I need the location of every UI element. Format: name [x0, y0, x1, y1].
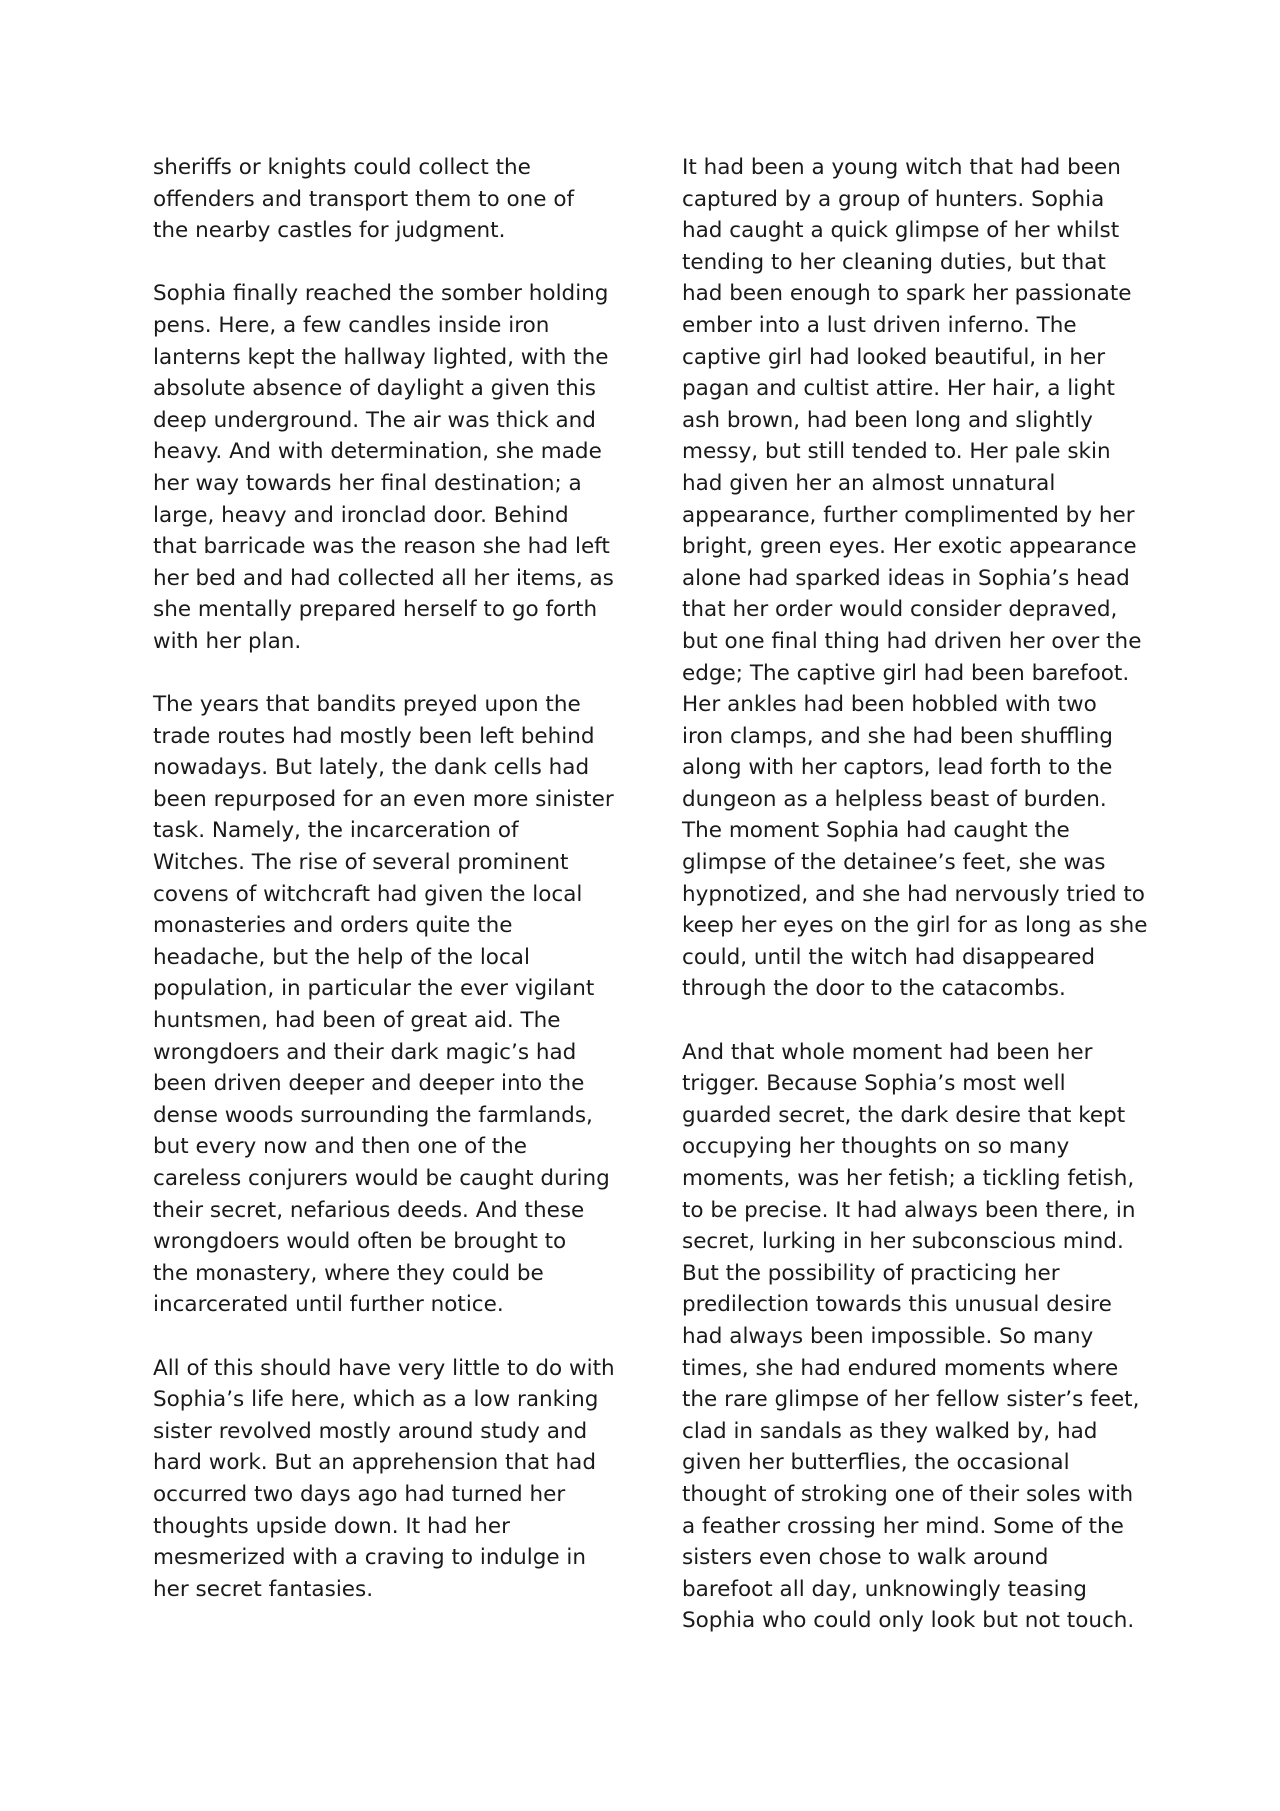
- text-line: The moment Sophia had caught the: [682, 818, 1070, 844]
- text-line: that her order would consider depraved,: [682, 597, 1118, 623]
- text-line: thoughts upside down. It had her: [153, 1513, 510, 1539]
- text-line: wrongdoers would often be brought to: [153, 1229, 567, 1255]
- text-line: had been enough to spark her passionate: [682, 281, 1132, 307]
- text-line: hard work. But an apprehension that had: [153, 1450, 596, 1476]
- text-line: keep her eyes on the girl for as long as she: [682, 913, 1148, 939]
- text-line: offenders and transport them to one of: [153, 186, 575, 212]
- text-line: but every now and then one of the: [153, 1134, 528, 1160]
- text-line: sisters even chose to walk around: [682, 1545, 1049, 1571]
- text-line: a feather crossing her mind. Some of the: [682, 1513, 1124, 1539]
- text-line: had given her an almost unnatural: [682, 470, 1056, 496]
- text-line: glimpse of the detainee’s feet, she was: [682, 850, 1106, 876]
- text-line: dungeon as a helpless beast of burden.: [682, 786, 1107, 812]
- text-line: lanterns kept the hallway lighted, with the: [153, 344, 609, 370]
- paragraph: [153, 152, 623, 247]
- text-line: captive girl had looked beautiful, in her: [682, 344, 1106, 370]
- text-line: their secret, nefarious deeds. And these: [153, 1197, 585, 1223]
- text-line: moments, was her fetish; a tickling fetish,: [682, 1166, 1135, 1191]
- text-line: clad in sandals as they walked by, had: [682, 1418, 1098, 1444]
- text-line: trigger. Because Sophia’s most well: [682, 1071, 1066, 1097]
- text-line: trade routes had mostly been left behind: [153, 723, 595, 749]
- text-line: All of this should have very little to do with: [153, 1355, 615, 1381]
- text-line: heavy. And with determination, she made: [153, 439, 602, 465]
- text-line: edge; The captive girl had been barefoot.: [682, 660, 1130, 686]
- text-line: had always been impossible. So many: [682, 1323, 1094, 1349]
- text-line: ember into a lust driven inferno. The: [682, 312, 1077, 338]
- text-line: sister revolved mostly around study and: [153, 1418, 588, 1444]
- text-line: could, until the witch had disappeared: [682, 944, 1095, 970]
- text-line: nowadays. But lately, the dank cells had: [153, 755, 590, 781]
- text-line: along with her captors, lead forth to the: [682, 755, 1113, 781]
- text-line: sheriffs or knights could collect the: [153, 155, 531, 180]
- text-line: the monastery, where they could be: [153, 1260, 544, 1286]
- text-line: The years that bandits preyed upon the: [153, 692, 581, 718]
- text-line: been driven deeper and deeper into the: [153, 1071, 585, 1097]
- text-line: been repurposed for an even more sinister: [153, 786, 614, 812]
- text-line: thought of stroking one of their soles with: [682, 1481, 1134, 1507]
- text-line: her bed and had collected all her items, as: [153, 565, 614, 591]
- text-line: tending to her cleaning duties, but that: [682, 249, 1106, 275]
- text-line: captured by a group of hunters. Sophia: [682, 186, 1105, 212]
- text-line: the rare glimpse of her fellow sister’s feet,: [682, 1387, 1140, 1413]
- paragraph: [153, 1353, 623, 1606]
- text-line: huntsmen, had been of great aid. The: [153, 1008, 561, 1034]
- text-line: monasteries and orders quite the: [153, 913, 513, 939]
- text-line: ash brown, had been long and slightly: [682, 407, 1093, 433]
- right-text-column: [682, 152, 1152, 1637]
- paragraph: [682, 152, 1152, 1005]
- text-line: Sophia finally reached the somber holding: [153, 281, 609, 307]
- text-line: that barricade was the reason she had left: [153, 534, 610, 560]
- text-line: occupying her thoughts on so many: [682, 1134, 1070, 1160]
- text-line: And that whole moment had been her: [682, 1039, 1093, 1065]
- text-line: her secret fantasies.: [153, 1576, 374, 1602]
- text-line: careless conjurers would be caught during: [153, 1166, 610, 1191]
- text-line: had caught a quick glimpse of her whilst: [682, 218, 1120, 244]
- text-line: absolute absence of daylight a given this: [153, 376, 596, 402]
- text-line: the nearby castles for judgment.: [153, 218, 506, 244]
- text-line: mesmerized with a craving to indulge in: [153, 1545, 587, 1571]
- text-line: messy, but still tended to. Her pale skin: [682, 439, 1111, 465]
- text-line: Witches. The rise of several prominent: [153, 850, 569, 876]
- text-line: to be precise. It had always been there, in: [682, 1197, 1136, 1223]
- paragraph: [153, 689, 623, 1321]
- text-line: dense woods surrounding the farmlands,: [153, 1102, 593, 1128]
- text-line: But the possibility of practicing her: [682, 1260, 1060, 1286]
- text-line: guarded secret, the dark desire that kept: [682, 1102, 1126, 1128]
- text-line: but one final thing had driven her over the: [682, 628, 1142, 654]
- text-line: It had been a young witch that had been: [682, 155, 1121, 180]
- text-line: large, heavy and ironclad door. Behind: [153, 502, 569, 528]
- text-line: wrongdoers and their dark magic’s had: [153, 1039, 577, 1065]
- text-line: alone had sparked ideas in Sophia’s head: [682, 565, 1130, 591]
- text-line: Sophia’s life here, which as a low ranking: [153, 1387, 599, 1413]
- text-line: deep underground. The air was thick and: [153, 407, 596, 433]
- text-line: times, she had endured moments where: [682, 1355, 1119, 1381]
- text-line: with her plan.: [153, 628, 302, 654]
- text-line: population, in particular the ever vigilant: [153, 976, 595, 1002]
- text-line: secret, lurking in her subconscious mind.: [682, 1229, 1124, 1255]
- text-line: Her ankles had been hobbled with two: [682, 692, 1097, 718]
- text-line: through the door to the catacombs.: [682, 976, 1066, 1002]
- text-line: covens of witchcraft had given the local: [153, 881, 583, 907]
- text-line: pagan and cultist attire. Her hair, a light: [682, 376, 1115, 402]
- paragraph: [682, 1037, 1152, 1637]
- text-line: barefoot all day, unknowingly teasing: [682, 1576, 1087, 1602]
- text-line: her way towards her final destination; a: [153, 470, 582, 496]
- text-line: predilection towards this unusual desire: [682, 1292, 1112, 1318]
- text-line: Sophia who could only look but not touch.: [682, 1608, 1135, 1634]
- left-text-column: [153, 152, 623, 1605]
- text-line: given her butterflies, the occasional: [682, 1450, 1070, 1476]
- text-line: iron clamps, and she had been shuffling: [682, 723, 1113, 749]
- text-line: headache, but the help of the local: [153, 944, 530, 970]
- text-line: incarcerated until further notice.: [153, 1292, 504, 1318]
- text-line: bright, green eyes. Her exotic appearance: [682, 534, 1137, 560]
- text-line: pens. Here, a few candles inside iron: [153, 312, 550, 338]
- text-line: appearance, further complimented by her: [682, 502, 1135, 528]
- text-line: hypnotized, and she had nervously tried to: [682, 881, 1145, 907]
- text-line: task. Namely, the incarceration of: [153, 818, 519, 844]
- text-line: occurred two days ago had turned her: [153, 1481, 566, 1507]
- text-line: she mentally prepared herself to go forth: [153, 597, 598, 623]
- paragraph: [153, 278, 623, 657]
